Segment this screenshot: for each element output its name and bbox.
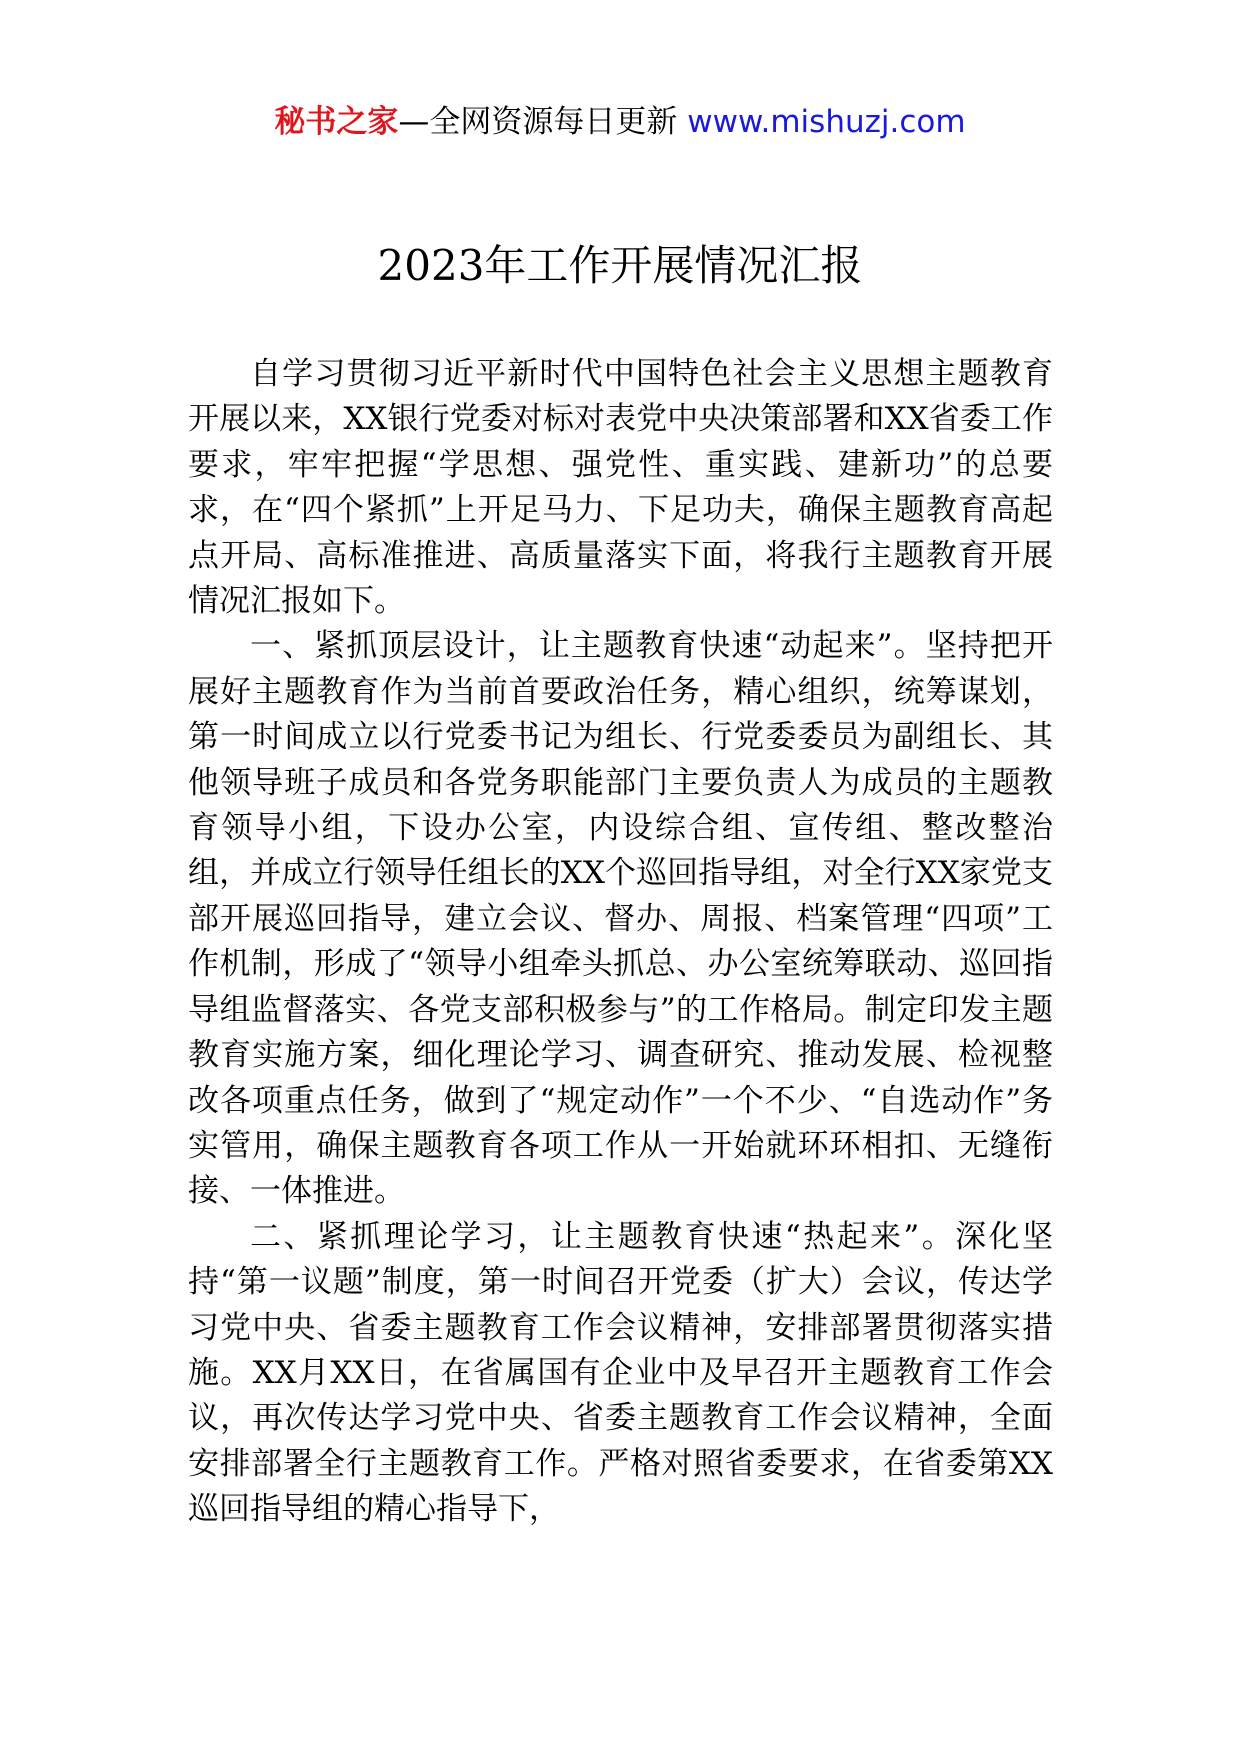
- site-url-link[interactable]: www.mishuzj.com: [687, 104, 966, 140]
- header-tagline: —全网资源每日更新: [398, 104, 688, 140]
- paragraph-section-2: 二、紧抓理论学习，让主题教育快速“热起来”。深化坚持“第一议题”制度，第一时间召开党委（扩大）会议，传达学习党中央、省委主题教育工作会议精神，安排部署贯彻落实措施。XX月XX日，在省属国有企业中及早召开主题教育工作会议，再次传达学习党中央、省委主题教育工作会议精神，全面安排部署全行主题教育工作。严格对照省委要求，在省委第XX巡回指导组的精心指导下，: [188, 1218, 1053, 1528]
- header-banner: [0, 102, 1240, 142]
- brand-name: 秘书之家: [274, 104, 399, 140]
- paragraph-section-1: 一、紧抓顶层设计，让主题教育快速“动起来”。坚持把开展好主题教育作为当前首要政治任务，精心组织，统筹谋划，第一时间成立以行党委书记为组长、行党委委员为副组长、其他领导班子成员和各党务职能部门主要负责人为成员的主题教育领导小组，下设办公室，内设综合组、宣传组、整改整治组，并成立行领导任组长的XX个巡回指导组，对全行XX家党支部开展巡回指导，建立会议、督办、周报、档案管理“四项”工作机制，形成了“领导小组牵头抓总、办公室统筹联动、巡回指导组监督落实、各党支部积极参与”的工作格局。制定印发主题教育实施方案，细化理论学习、调查研究、推动发展、检视整改各项重点任务，做到了“规定动作”一个不少、“自选动作”务实管用，确保主题教育各项工作从一开始就环环相扣、无缝衔接、一体推进。: [188, 628, 1053, 1210]
- paragraph-intro: 自学习贯彻习近平新时代中国特色社会主义思想主题教育开展以来，XX银行党委对标对表党中央决策部署和XX省委工作要求，牢牢把握“学思想、强党性、重实践、建新功”的总要求，在“四个紧抓”上开足马力、下足功夫，确保主题教育高起点开局、高标准推进、高质量落实下面，将我行主题教育开展情况汇报如下。: [188, 356, 1053, 620]
- document-title: 2023年工作开展情况汇报: [377, 241, 863, 290]
- document-body: [188, 352, 1053, 1533]
